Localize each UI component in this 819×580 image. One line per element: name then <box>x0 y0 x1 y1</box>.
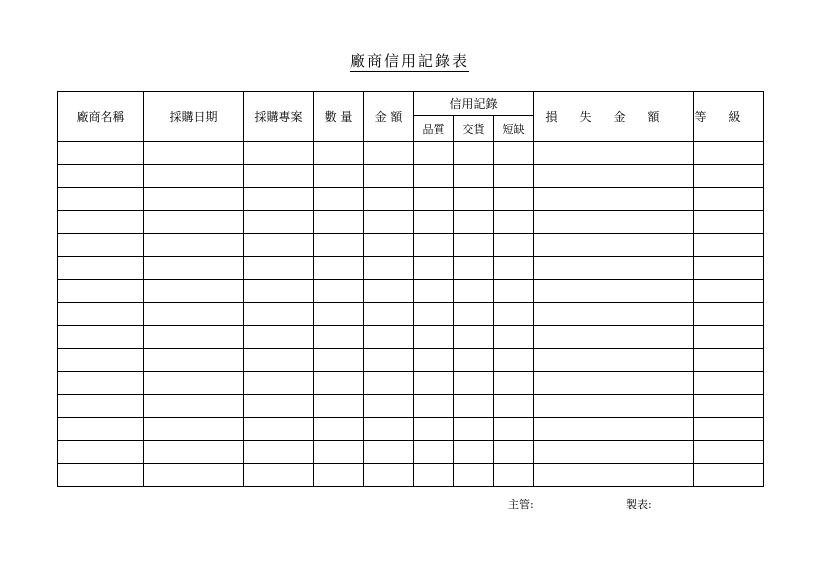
table-cell[interactable] <box>314 395 364 418</box>
table-cell[interactable] <box>694 395 764 418</box>
table-cell[interactable] <box>144 464 244 487</box>
table-cell[interactable] <box>144 165 244 188</box>
table-cell[interactable] <box>364 464 414 487</box>
table-cell[interactable] <box>58 142 144 165</box>
table-cell[interactable] <box>534 441 694 464</box>
table-body <box>58 142 764 487</box>
table-cell[interactable] <box>534 372 694 395</box>
credit-record-table <box>57 91 764 487</box>
table-cell[interactable] <box>58 418 144 441</box>
table-cell[interactable] <box>534 257 694 280</box>
table-cell[interactable] <box>144 395 244 418</box>
table-cell[interactable] <box>414 257 454 280</box>
table-row <box>58 257 764 280</box>
table-cell[interactable] <box>494 441 534 464</box>
table-cell[interactable] <box>58 188 144 211</box>
table-cell[interactable] <box>364 326 414 349</box>
table-cell[interactable] <box>414 418 454 441</box>
table-cell[interactable] <box>494 280 534 303</box>
table-cell[interactable] <box>534 464 694 487</box>
table-cell[interactable] <box>454 142 494 165</box>
table-cell[interactable] <box>534 188 694 211</box>
table-cell[interactable] <box>364 349 414 372</box>
header-amount: 金 額 <box>364 92 414 142</box>
table-cell[interactable] <box>314 165 364 188</box>
table-row <box>58 464 764 487</box>
table-cell[interactable] <box>534 349 694 372</box>
table-cell[interactable] <box>414 326 454 349</box>
table-cell[interactable] <box>494 257 534 280</box>
table-cell[interactable] <box>58 211 144 234</box>
table-cell[interactable] <box>58 280 144 303</box>
table-cell[interactable] <box>244 165 314 188</box>
manager-signature-label: 主管: <box>508 498 534 511</box>
table-cell[interactable] <box>314 441 364 464</box>
table-cell[interactable] <box>494 303 534 326</box>
table-cell[interactable] <box>364 441 414 464</box>
header-grade: 等級 <box>694 92 764 142</box>
table-cell[interactable] <box>694 372 764 395</box>
maker-signature-label: 製表: <box>626 498 652 511</box>
table-row <box>58 441 764 464</box>
header-quality: 品質 <box>414 116 454 142</box>
table-cell[interactable] <box>58 326 144 349</box>
table-cell[interactable] <box>314 303 364 326</box>
table-cell[interactable] <box>454 326 494 349</box>
table-cell[interactable] <box>314 280 364 303</box>
table-cell[interactable] <box>314 418 364 441</box>
table-cell[interactable] <box>58 303 144 326</box>
table-cell[interactable] <box>494 395 534 418</box>
table-cell[interactable] <box>694 349 764 372</box>
form-title-text: 廠商信用記錄表 <box>349 52 469 70</box>
table-cell[interactable] <box>694 441 764 464</box>
table-cell[interactable] <box>244 234 314 257</box>
table-row <box>58 280 764 303</box>
table-cell[interactable] <box>244 280 314 303</box>
table-cell[interactable] <box>534 211 694 234</box>
header-vendor-name: 廠商名稱 <box>58 92 144 142</box>
table-cell[interactable] <box>494 165 534 188</box>
table-cell[interactable] <box>144 303 244 326</box>
table-cell[interactable] <box>58 257 144 280</box>
table-cell[interactable] <box>144 280 244 303</box>
table-cell[interactable] <box>314 188 364 211</box>
table-cell[interactable] <box>144 418 244 441</box>
table-cell[interactable] <box>454 464 494 487</box>
table-cell[interactable] <box>244 441 314 464</box>
table-cell[interactable] <box>58 464 144 487</box>
table-row <box>58 395 764 418</box>
header-purchase-item: 採購專案 <box>244 92 314 142</box>
table-cell[interactable] <box>244 188 314 211</box>
table-cell[interactable] <box>144 441 244 464</box>
table-row <box>58 326 764 349</box>
table-cell[interactable] <box>414 211 454 234</box>
table-row <box>58 418 764 441</box>
table-cell[interactable] <box>494 211 534 234</box>
table-cell[interactable] <box>534 234 694 257</box>
header-purchase-date: 採購日期 <box>144 92 244 142</box>
table-cell[interactable] <box>58 441 144 464</box>
table-cell[interactable] <box>364 188 414 211</box>
table-cell[interactable] <box>314 349 364 372</box>
table-row <box>58 234 764 257</box>
table-cell[interactable] <box>454 395 494 418</box>
table-cell[interactable] <box>314 326 364 349</box>
table-cell[interactable] <box>144 211 244 234</box>
table-cell[interactable] <box>454 372 494 395</box>
table-cell[interactable] <box>694 142 764 165</box>
table-cell[interactable] <box>314 142 364 165</box>
table-cell[interactable] <box>454 441 494 464</box>
table-cell[interactable] <box>414 280 454 303</box>
table-cell[interactable] <box>534 395 694 418</box>
table-row <box>58 142 764 165</box>
table-cell[interactable] <box>144 349 244 372</box>
header-shortage: 短缺 <box>494 116 534 142</box>
table-cell[interactable] <box>414 349 454 372</box>
table-cell[interactable] <box>694 280 764 303</box>
table-cell[interactable] <box>414 372 454 395</box>
table-cell[interactable] <box>454 349 494 372</box>
table-cell[interactable] <box>694 211 764 234</box>
table-cell[interactable] <box>534 165 694 188</box>
table-cell[interactable] <box>494 464 534 487</box>
table-cell[interactable] <box>144 326 244 349</box>
table-cell[interactable] <box>414 303 454 326</box>
table-cell[interactable] <box>694 464 764 487</box>
table-cell[interactable] <box>58 234 144 257</box>
table-cell[interactable] <box>244 257 314 280</box>
table-cell[interactable] <box>244 395 314 418</box>
table-cell[interactable] <box>364 395 414 418</box>
table-cell[interactable] <box>314 464 364 487</box>
table-cell[interactable] <box>694 188 764 211</box>
table-cell[interactable] <box>454 303 494 326</box>
table-cell[interactable] <box>364 257 414 280</box>
table-cell[interactable] <box>454 211 494 234</box>
header-quantity: 數 量 <box>314 92 364 142</box>
table-cell[interactable] <box>454 188 494 211</box>
table-cell[interactable] <box>694 326 764 349</box>
table-cell[interactable] <box>494 142 534 165</box>
table-cell[interactable] <box>364 211 414 234</box>
table-cell[interactable] <box>454 234 494 257</box>
table-cell[interactable] <box>58 165 144 188</box>
table-cell[interactable] <box>534 418 694 441</box>
table-cell[interactable] <box>534 326 694 349</box>
table-cell[interactable] <box>244 142 314 165</box>
table-cell[interactable] <box>414 234 454 257</box>
table-cell[interactable] <box>364 418 414 441</box>
table-cell[interactable] <box>454 418 494 441</box>
form-title <box>0 50 819 71</box>
table-row <box>58 372 764 395</box>
table-cell[interactable] <box>144 257 244 280</box>
table-row <box>58 188 764 211</box>
table-cell[interactable] <box>58 372 144 395</box>
table-cell[interactable] <box>414 395 454 418</box>
table-cell[interactable] <box>494 234 534 257</box>
table-row <box>58 303 764 326</box>
table-cell[interactable] <box>534 303 694 326</box>
table-cell[interactable] <box>314 257 364 280</box>
table-cell[interactable] <box>364 234 414 257</box>
table-cell[interactable] <box>144 188 244 211</box>
table-cell[interactable] <box>694 165 764 188</box>
table-cell[interactable] <box>364 280 414 303</box>
table-cell[interactable] <box>244 464 314 487</box>
table-cell[interactable] <box>244 349 314 372</box>
table-cell[interactable] <box>364 303 414 326</box>
table-cell[interactable] <box>314 234 364 257</box>
table-cell[interactable] <box>414 464 454 487</box>
header-delivery: 交貨 <box>454 116 494 142</box>
table-cell[interactable] <box>144 142 244 165</box>
table-cell[interactable] <box>58 349 144 372</box>
table-cell[interactable] <box>454 165 494 188</box>
table-cell[interactable] <box>494 349 534 372</box>
table-cell[interactable] <box>414 165 454 188</box>
table-cell[interactable] <box>364 142 414 165</box>
table-cell[interactable] <box>494 188 534 211</box>
table-cell[interactable] <box>494 372 534 395</box>
header-loss-amount: 損失金額 <box>534 92 694 142</box>
table-cell[interactable] <box>144 234 244 257</box>
table-cell[interactable] <box>694 234 764 257</box>
table-cell[interactable] <box>694 303 764 326</box>
table-cell[interactable] <box>364 372 414 395</box>
table-row <box>58 211 764 234</box>
table-cell[interactable] <box>144 372 244 395</box>
table-cell[interactable] <box>494 418 534 441</box>
table-cell[interactable] <box>694 418 764 441</box>
table-cell[interactable] <box>314 372 364 395</box>
table-cell[interactable] <box>534 280 694 303</box>
table-row <box>58 349 764 372</box>
table-cell[interactable] <box>244 372 314 395</box>
table-cell[interactable] <box>454 257 494 280</box>
table-cell[interactable] <box>694 257 764 280</box>
table-cell[interactable] <box>244 303 314 326</box>
table-cell[interactable] <box>454 280 494 303</box>
table-cell[interactable] <box>494 326 534 349</box>
header-credit-record: 信用記錄 <box>414 92 534 116</box>
table-cell[interactable] <box>414 188 454 211</box>
table-cell[interactable] <box>314 211 364 234</box>
table-cell[interactable] <box>534 142 694 165</box>
table-cell[interactable] <box>58 395 144 418</box>
table-cell[interactable] <box>244 418 314 441</box>
table-cell[interactable] <box>414 441 454 464</box>
table-cell[interactable] <box>414 142 454 165</box>
table-cell[interactable] <box>244 211 314 234</box>
table-cell[interactable] <box>244 326 314 349</box>
table-row <box>58 165 764 188</box>
table-cell[interactable] <box>364 165 414 188</box>
